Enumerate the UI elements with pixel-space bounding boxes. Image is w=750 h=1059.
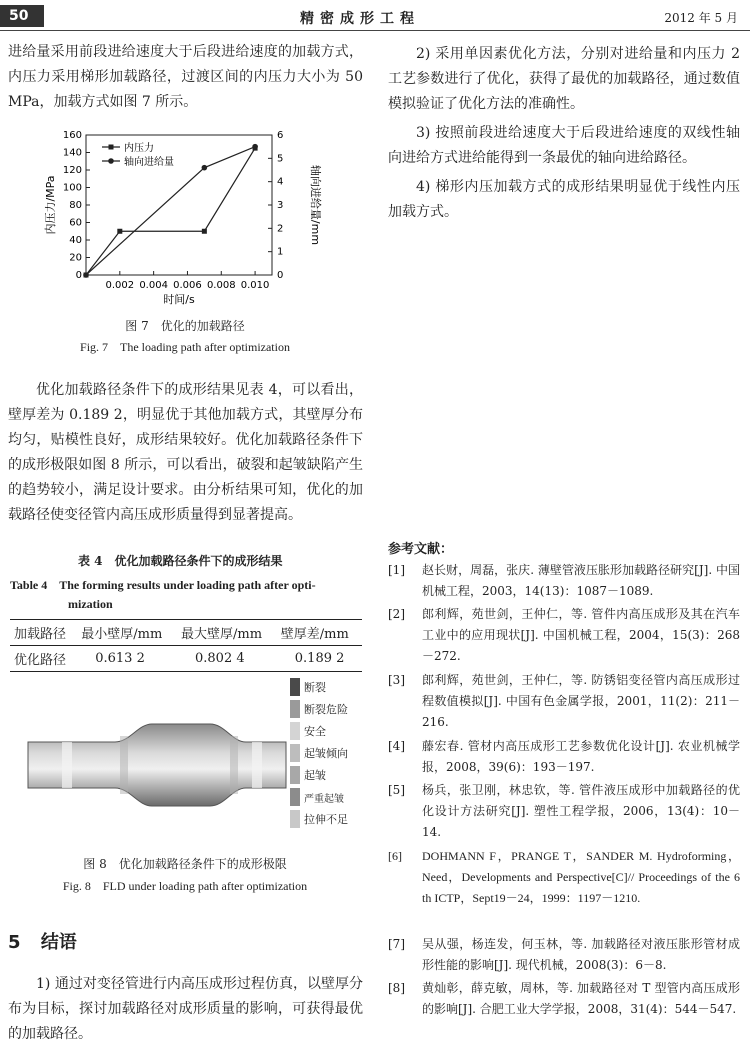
fig8-legend bbox=[290, 676, 358, 830]
x-tick-label: 0.008 bbox=[206, 280, 236, 291]
reference-item bbox=[388, 604, 740, 667]
legend-item bbox=[290, 786, 358, 808]
journal-title: 精密成形工程 bbox=[300, 11, 420, 27]
y-left-tick-label: 160 bbox=[62, 130, 82, 141]
legend-item bbox=[290, 676, 358, 698]
y-left-tick-label: 120 bbox=[62, 165, 82, 176]
y-left-tick-label: 80 bbox=[69, 200, 82, 211]
legend-swatch bbox=[290, 766, 300, 784]
reference-item bbox=[388, 670, 740, 733]
table-header-row bbox=[10, 620, 362, 646]
paragraph: 优化加载路径条件下的成形结果见表 4，可以看出，壁厚差为 0.189 2，明显优于其他加载方式，其壁厚分布均匀，贴模性良好，成形结果较好。优化加载路径条件下的成形极限如图 8 所示，可以看出，破裂和起皱缺陷产生的趋势较小，满足设计要求。由分析结果可知，优化的加载路径使变径管内高压成形质量得到显著提高。 bbox=[8, 382, 363, 523]
ref-number: [3] bbox=[388, 673, 405, 687]
ref-text: 郎利辉，苑世剑，王仲仁，等. 管件内高压成形及其在汽车工业中的应用现状[J]. 中国机械工程，2004，15(3)：268－272. bbox=[422, 607, 740, 663]
paragraph: 1) 通过对变径管进行内高压成形过程仿真，以壁厚分布为目标，探讨加载路径对成形质量的影响，可获得最优的加载路径。 bbox=[8, 976, 363, 1042]
y-left-tick-label: 40 bbox=[69, 235, 82, 246]
ref-text: 杨兵，张卫刚，林忠钦，等. 管件液压成形中加载路径的优化设计方法研究[J]. 塑性工程学报，2006，13(4)：10－14. bbox=[422, 783, 740, 839]
legend-label: 内压力 bbox=[124, 143, 154, 154]
legend-item bbox=[290, 720, 358, 742]
ref-text: DOHMANN F，PRANGE T，SANDER M. Hydroforming，Need，Developments and Perspective[C]// Proceedings of the 6 th ICTP，Sept19－24，1999：1197－1210. bbox=[422, 849, 740, 905]
legend-label: 安全 bbox=[304, 725, 326, 738]
reference-item bbox=[388, 846, 740, 909]
left-mid-text bbox=[8, 378, 363, 528]
y-left-tick-label: 0 bbox=[75, 270, 82, 281]
legend-swatch bbox=[290, 722, 300, 740]
table-cell: 0.613 2 bbox=[95, 651, 145, 666]
section-title: 结语 bbox=[40, 932, 77, 953]
table4 bbox=[10, 619, 362, 672]
ref-number: [4] bbox=[388, 739, 405, 753]
table-cell: 0.802 4 bbox=[195, 651, 245, 666]
legend-swatch bbox=[290, 678, 300, 696]
fig8-figure bbox=[20, 676, 360, 836]
paragraph: 2) 采用单因素优化方法，分别对进给量和内压力 2 工艺参数进行了优化，获得了最优的加载路径，通过数值模拟验证了优化方法的准确性。 bbox=[388, 46, 740, 112]
y-right-tick-label: 5 bbox=[277, 153, 284, 165]
paragraph: 3) 按照前段进给速度大于后段进给速度的双线性轴向进给方式进给能得到一条最优的轴向进给路径。 bbox=[388, 125, 740, 166]
legend-item bbox=[290, 742, 358, 764]
legend-swatch bbox=[290, 744, 300, 762]
reference-item bbox=[388, 736, 740, 778]
fig7-caption-en: Fig. 7 The loading path after optimization bbox=[80, 340, 290, 354]
plot-frame bbox=[86, 135, 272, 275]
x-tick-label: 0.002 bbox=[105, 280, 135, 291]
x-tick-label: 0.006 bbox=[173, 280, 202, 291]
ref-number: [2] bbox=[388, 607, 405, 621]
y-right-tick-label: 0 bbox=[277, 270, 284, 281]
y-left-tick-label: 60 bbox=[69, 217, 82, 229]
y-left-axis-label: 内压力/MPa bbox=[44, 175, 57, 235]
data-point bbox=[83, 272, 89, 278]
reference-item bbox=[388, 780, 740, 843]
table4-title-en-cont: mization bbox=[68, 597, 113, 611]
legend-marker bbox=[108, 158, 114, 164]
ref-text: 吴从强，杨连发，何玉林，等. 加载路径对液压胀形管材成形性能的影响[J]. 现代机械，2008(3)：6－8. bbox=[422, 937, 740, 972]
legend-label: 起皱 bbox=[304, 769, 326, 782]
legend-label: 断裂 bbox=[304, 681, 326, 694]
right-conclusions bbox=[388, 42, 740, 225]
ref-number: [7] bbox=[388, 937, 405, 951]
data-point bbox=[252, 144, 258, 150]
y-right-tick-label: 4 bbox=[277, 176, 284, 188]
legend-swatch bbox=[290, 700, 300, 718]
x-tick-label: 0.004 bbox=[139, 280, 168, 291]
data-point bbox=[117, 229, 122, 234]
table-cell: 优化路径 bbox=[14, 653, 67, 668]
ref-text: 黄灿彰，薛克敏，周林，等. 加载路径对 T 型管内高压成形的影响[J]. 合肥工业大学学报，2008，31(4)：544－547. bbox=[422, 981, 740, 1016]
issue-date: 2012 年 5 月 bbox=[664, 11, 738, 25]
y-left-tick-label: 140 bbox=[62, 147, 82, 159]
y-right-tick-label: 2 bbox=[277, 223, 284, 235]
header-rule bbox=[0, 30, 750, 31]
fig8-caption-en: Fig. 8 FLD under loading path after optimization bbox=[62, 879, 308, 893]
page-number: 50 bbox=[0, 5, 44, 27]
x-tick-label: 0.010 bbox=[240, 280, 270, 291]
y-right-tick-label: 3 bbox=[277, 200, 284, 211]
table-row bbox=[10, 646, 362, 672]
y-right-tick-label: 1 bbox=[277, 246, 284, 258]
ref-number: [6] bbox=[388, 849, 402, 863]
x-axis-label: 时间/s bbox=[163, 293, 195, 306]
legend-label: 轴向进给量 bbox=[124, 157, 174, 168]
fig7-caption-cn: 图 7 优化的加载路径 bbox=[125, 319, 245, 333]
ref-text: 赵长财，周磊，张庆. 薄壁管液压胀形加载路径研究[J]. 中国机械工程，2003，14(13)：1087－1089. bbox=[422, 563, 740, 598]
paragraph: 进给量采用前段进给速度大于后段进给速度的加载方式，内压力采用梯形加载路径，过渡区间的内压力大小为 50 MPa，加载方式如图 7 所示。 bbox=[8, 44, 363, 110]
ref-number: [1] bbox=[388, 563, 405, 577]
fig8-caption-cn: 图 8 优化加载路径条件下的成形极限 bbox=[83, 857, 287, 871]
legend-item bbox=[290, 764, 358, 786]
y-left-tick-label: 100 bbox=[62, 182, 82, 194]
data-point bbox=[202, 165, 208, 171]
legend-label: 起皱倾向 bbox=[304, 747, 348, 760]
table-header-cell: 最大壁厚/mm bbox=[181, 627, 263, 642]
table4-title-en: Table 4 The forming results under loading path after opti- bbox=[10, 578, 316, 592]
table-header-cell: 壁厚差/mm bbox=[280, 627, 349, 642]
fig7-loading-path-chart bbox=[40, 125, 330, 315]
legend-label: 拉伸不足 bbox=[304, 813, 348, 826]
reference-item bbox=[388, 978, 740, 1020]
legend-swatch bbox=[290, 788, 300, 806]
ref-number: [8] bbox=[388, 981, 405, 995]
table-header-cell: 加载路径 bbox=[14, 627, 67, 642]
legend-label: 严重起皱 bbox=[304, 793, 344, 805]
y-right-axis-label: 轴向进给量/mm bbox=[309, 164, 322, 246]
section-heading bbox=[8, 928, 77, 954]
ref-text: 郎利辉，苑世剑，王仲仁，等. 防锈铝变径管内高压成形过程数值模拟[J]. 中国有色金属学报，2001，11(2)：211－216. bbox=[422, 673, 740, 729]
section5-text bbox=[8, 972, 363, 1047]
legend-swatch bbox=[290, 810, 300, 828]
references-heading: 参考文献： bbox=[388, 542, 454, 557]
reference-item bbox=[388, 934, 740, 976]
ref-text: 藤宏春. 管材内高压成形工艺参数优化设计[J]. 农业机械学报，2008，39(6)：193－197. bbox=[422, 739, 740, 774]
table-cell: 0.189 2 bbox=[294, 651, 345, 666]
left-top-text bbox=[8, 40, 363, 115]
y-left-tick-label: 20 bbox=[69, 252, 82, 264]
section-number: 5 bbox=[8, 932, 21, 953]
legend-item bbox=[290, 698, 358, 720]
ref-number: [5] bbox=[388, 783, 405, 797]
legend-marker bbox=[109, 145, 114, 150]
paragraph: 4) 梯形内压加载方式的成形结果明显优于线性内压加载方式。 bbox=[388, 179, 740, 220]
reference-item bbox=[388, 560, 740, 602]
data-point bbox=[202, 229, 207, 234]
table-header-cell: 最小壁厚/mm bbox=[81, 627, 163, 642]
legend-item bbox=[290, 808, 358, 830]
legend-label: 断裂危险 bbox=[304, 703, 348, 716]
y-right-tick-label: 6 bbox=[277, 130, 284, 141]
fig8-tube-image bbox=[20, 676, 290, 836]
table4-title-cn: 表 4 优化加载路径条件下的成形结果 bbox=[78, 554, 283, 568]
